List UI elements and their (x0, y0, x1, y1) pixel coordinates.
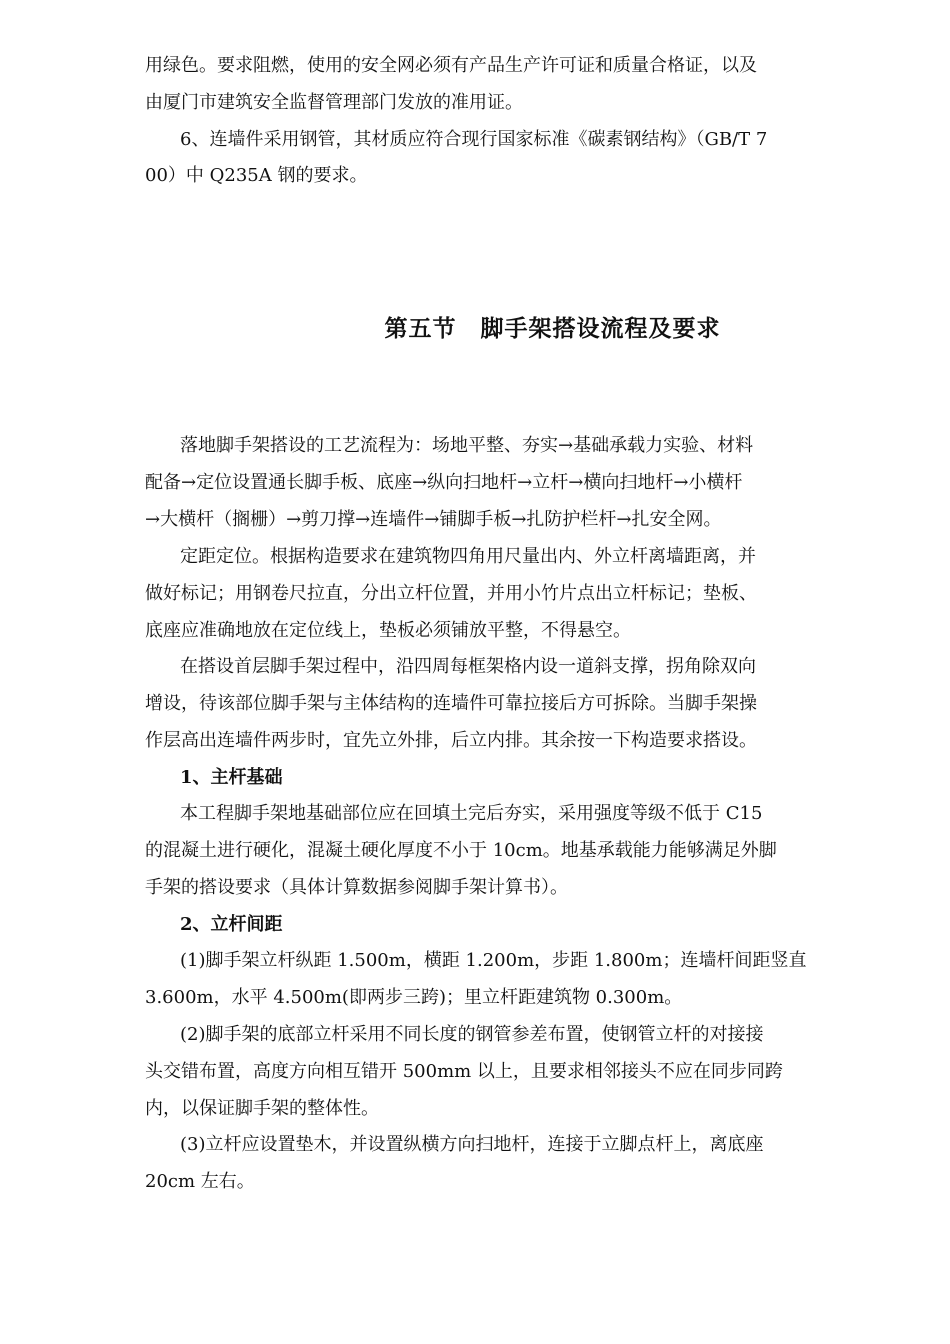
paragraph-line: 做好标记；用钢卷尺拉直，分出立杆位置，并用小竹片点出立杆标记；垫板、 (145, 583, 757, 604)
section-title: 第五节 脚手架搭设流程及要求 (384, 315, 721, 342)
paragraph-line: 用绿色。要求阻燃，使用的安全网必须有产品生产许可证和质量合格证，以及 (145, 55, 757, 76)
paragraph-line: 本工程脚手架地基础部位应在回填土完后夯实，采用强度等级不低于 C15 (180, 803, 763, 824)
paragraph-line: 由厦门市建筑安全监督管理部门发放的准用证。 (145, 92, 523, 113)
paragraph-line: 配备→定位设置通长脚手板、底座→纵向扫地杆→立杆→横向扫地杆→小横杆 (145, 472, 743, 493)
paragraph-line: 作层高出连墙件两步时，宜先立外排，后立内排。其余按一下构造要求搭设。 (145, 730, 757, 751)
paragraph-line: (1)脚手架立杆纵距 1.500m，横距 1.200m，步距 1.800m；连墙杆间距竖直 (180, 950, 807, 971)
paragraph-line: 的混凝土进行硬化，混凝土硬化厚度不小于 10cm。地基承载能力能够满足外脚 (145, 840, 777, 861)
paragraph-line: 手架的搭设要求（具体计算数据参阅脚手架计算书）。 (145, 877, 568, 898)
paragraph-line: 落地脚手架搭设的工艺流程为：场地平整、夯实→基础承载力实验、材料 (180, 435, 754, 456)
paragraph-line: 增设，待该部位脚手架与主体结构的连墙件可靠拉接后方可拆除。当脚手架操 (145, 693, 757, 714)
paragraph-line: 00）中 Q235A 钢的要求。 (145, 165, 368, 186)
paragraph-line: 6、连墙件采用钢管，其材质应符合现行国家标准《碳素钢结构》（GB/T 7 (180, 129, 768, 150)
paragraph-line: 底座应准确地放在定位线上，垫板必须铺放平整，不得悬空。 (145, 620, 631, 641)
paragraph-line: (3)立杆应设置垫木，并设置纵横方向扫地杆，连接于立脚点杆上，离底座 (180, 1134, 764, 1155)
paragraph-line: 定距定位。根据构造要求在建筑物四角用尺量出内、外立杆离墙距离，并 (180, 546, 756, 567)
paragraph-line: →大横杆（搁栅）→剪刀撑→连墙件→铺脚手板→扎防护栏杆→扎安全网。 (145, 509, 722, 530)
subheading-spacing: 2、立杆间距 (180, 914, 283, 935)
paragraph-line: 3.600m，水平 4.500m(即两步三跨)；里立杆距建筑物 0.300m。 (145, 987, 683, 1008)
paragraph-line: 20cm 左右。 (145, 1171, 255, 1192)
paragraph-line: 头交错布置，高度方向相互错开 500mm 以上，且要求相邻接头不应在同步同跨 (145, 1061, 783, 1082)
paragraph-line: 在搭设首层脚手架过程中，沿四周每框架格内设一道斜支撑，拐角除双向 (180, 656, 756, 677)
subheading-foundation: 1、主杆基础 (180, 767, 283, 788)
paragraph-line: 内，以保证脚手架的整体性。 (145, 1098, 379, 1119)
paragraph-line: (2)脚手架的底部立杆采用不同长度的钢管参差布置，使钢管立杆的对接接 (180, 1024, 764, 1045)
